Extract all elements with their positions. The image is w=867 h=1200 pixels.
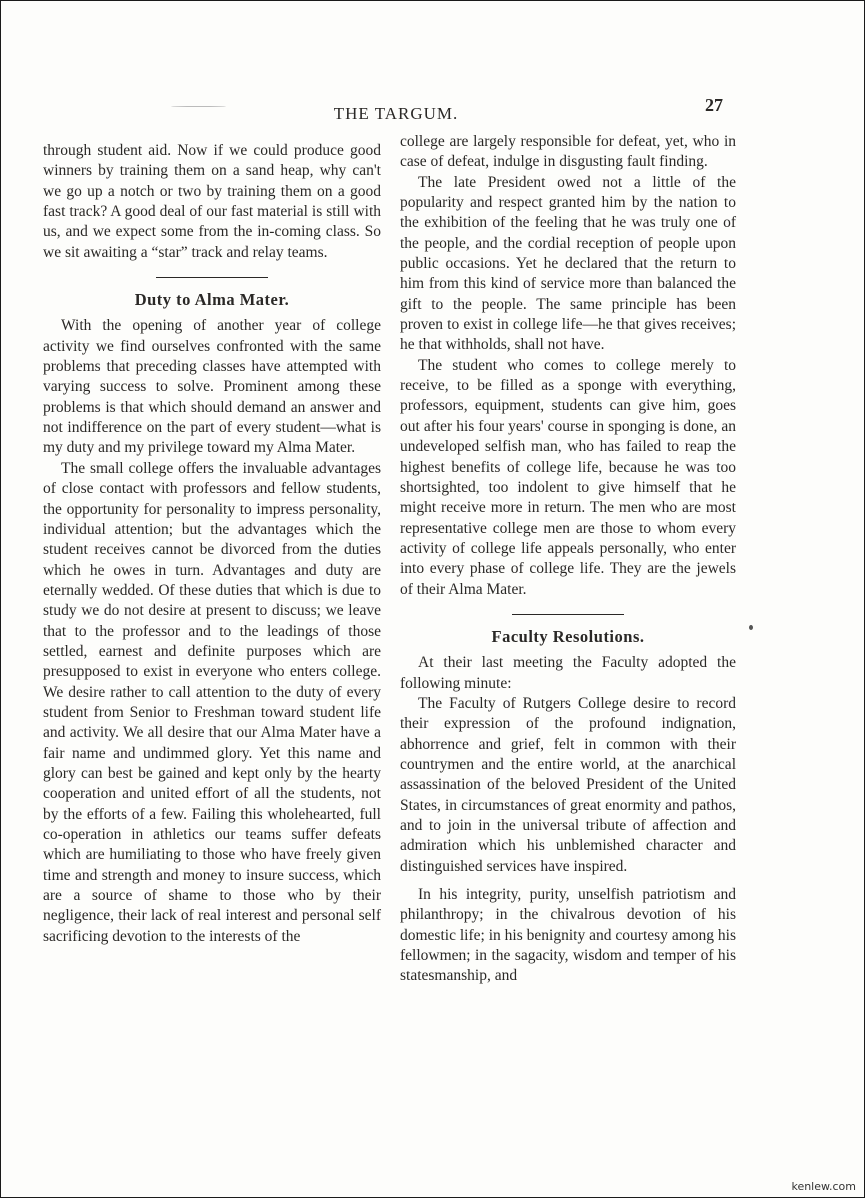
body-paragraph: college are largely responsible for defeat, yet, who in case of defeat, indulge in disgusting fault finding.: [400, 133, 736, 171]
section-heading-faculty: Faculty Resolutions.: [491, 626, 645, 646]
ink-speck: [749, 625, 753, 630]
section-heading-duty: Duty to Alma Mater.: [134, 290, 290, 310]
body-paragraph: The student who comes to college merely to receive, to be filled as a sponge with everything, professors, equipment, students can give him, goes out after his four years' course in sponging is done, an undeveloped selfish man, who has failed to reap the highest benefits of college life, because he was too shortsighted, too indolent to give himself that he might receive more in return. The men who are most representative college men are those to whom every activity of college life appeals personally, who enter into every phase of college life. They are the jewels of their Alma Mater.: [400, 356, 736, 598]
right-column: [400, 132, 736, 987]
body-paragraph: The small college offers the invaluable advantages of close contact with professors and fellow students, the opportunity for personality to impress personality, individual attention; but the advantages which the student receives cannot be divorced from the duties which he owes in turn. Advantages and duty are eternally wedded. Of these duties that which is due to study we do not desire at present to discuss; we leave that to the professor and to the leadings of those settled, earnest and definite purposes which are presupposed to exist in everyone who enters college. We desire rather to call attention to the duty of every student from Senior to Freshman toward student life and activity. We all desire that our Alma Mater have a fair name and undimmed glory. Yet this name and glory can best be gained and kept only by the hearty cooperation and united effort of all the students, not by the efforts of a few. Failing this wholehearted, full co-operation in athletics our teams suffer defeats which are humiliating to those who have freely given time and strength and money to insure success, which are a source of shame to those who by their negligence, their lack of real interest and personal self sacrificing devotion to the interests of the: [43, 459, 381, 945]
page-header-title: THE TARGUM.: [333, 104, 459, 123]
resolution-paragraph: In his integrity, purity, unselfish patriotism and philanthropy; in the chivalrous devotion of his domestic life; in his benignity and courtesy among his fellowmen; in the sagacity, wisdom and temper of his statesmanship, and: [400, 886, 736, 985]
left-column: [43, 141, 381, 947]
body-paragraph: The late President owed not a little of the popularity and respect granted him by the nation to the exhibition of the feeling that he was truly one of the people, and the cordial reception of people upon public occasions. Yet he declared that the return to him from this kind of service more than balanced the gift to the people. The same principle has been proven to exist in college life—he that gives receives; he that withholds, shall not have.: [400, 173, 736, 354]
page-number: 27: [705, 95, 723, 115]
resolution-paragraph: At their last meeting the Faculty adopted the following minute:: [400, 654, 736, 692]
intro-paragraph: through student aid. Now if we could produce good winners by training them on a sand heap, why can't we go up a notch or two by training them on a good fast track? A good deal of our fast material is still with us, and we expect some from the in-coming class. So we sit awaiting a “star” track and relay teams.: [43, 142, 381, 261]
watermark: kenlew.com: [791, 1180, 856, 1193]
print-smudge: [171, 106, 226, 107]
body-paragraph: With the opening of another year of college activity we find ourselves confronted with the same problems that preceding classes have attempted with varying success to solve. Prominent among these problems is that which should demand an answer and not indifference on the part of every student—what is my duty and my privilege toward my Alma Mater.: [43, 317, 381, 457]
resolution-paragraph: The Faculty of Rutgers College desire to record their expression of the profound indignation, abhorrence and grief, felt in common with their countrymen and the entire world, at the anarchical assassination of the beloved President of the United States, in circumstances of great enormity and pathos, and to join in the universal tribute of affection and admiration which his unblemished character and distinguished services have inspired.: [400, 694, 736, 875]
